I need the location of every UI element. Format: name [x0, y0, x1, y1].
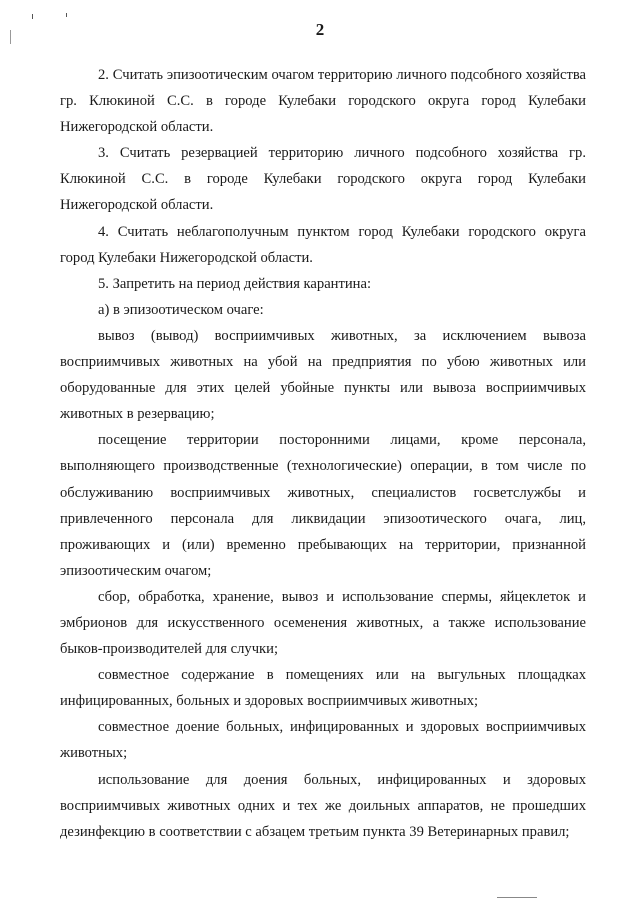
paragraph-item-2: 2. Считать эпизоотическим очагом территорию личного подсобного хозяйства гр. Клюкиной С.С. в городе Кулебаки городского округа город Кулебаки Нижегородской области. [60, 67, 586, 136]
paragraph-subitem-a: а) в эпизоотическом очаге: [98, 301, 264, 318]
paragraph-item-3: 3. Считать резервацией территорию личного подсобного хозяйства гр. Клюкиной С.С. в городе Кулебаки городского округа город Кулебаки Нижегородской области. [60, 145, 586, 214]
paragraph-visit-ban: посещение территории посторонними лицами, кроме персонала, выполняющего производственные (технологические) операции, в том числе по обслуживанию восприимчивых животных, специалистов госветслужбы и привлеченного персонала для ликвидации эпизоотического очага, лиц, проживающих и (или) временно пребывающих на территории, признанной эпизоотическим очагом; [60, 432, 586, 579]
page-number: 2 [315, 20, 325, 39]
scan-mark [32, 14, 33, 19]
document-body [60, 62, 586, 845]
paragraph-item-4: 4. Считать неблагополучным пунктом город Кулебаки городского округа город Кулебаки Нижегородской области. [60, 223, 586, 266]
paragraph-semen-ban: сбор, обработка, хранение, вывоз и использование спермы, яйцеклеток и эмбрионов для искусственного осеменения животных, а также использование быков-производителей для случки; [60, 588, 586, 658]
scan-mark [497, 897, 537, 898]
scan-mark [66, 13, 67, 17]
paragraph-joint-keeping-ban: совместное содержание в помещениях или на выгульных площадках инфицированных, больных и здоровых восприимчивых животных; [60, 667, 586, 710]
paragraph-item-5: 5. Запретить на период действия карантина: [98, 275, 372, 292]
paragraph-joint-milking-ban: совместное доение больных, инфицированных и здоровых восприимчивых животных; [60, 719, 586, 762]
paragraph-milking-equipment-ban: использование для доения больных, инфицированных и здоровых восприимчивых животных одних и тех же доильных аппаратов, не прошедших дезинфекцию в соответствии с абзацем третьим пункта 39 Ветеринарных правил; [60, 771, 586, 840]
paragraph-removal-ban: вывоз (вывод) восприимчивых животных, за исключением вывоза восприимчивых животных на убой на предприятия по убою животных или оборудованные для этих целей убойные пункты или вывоза восприимчивых животных в резервацию; [60, 327, 586, 423]
